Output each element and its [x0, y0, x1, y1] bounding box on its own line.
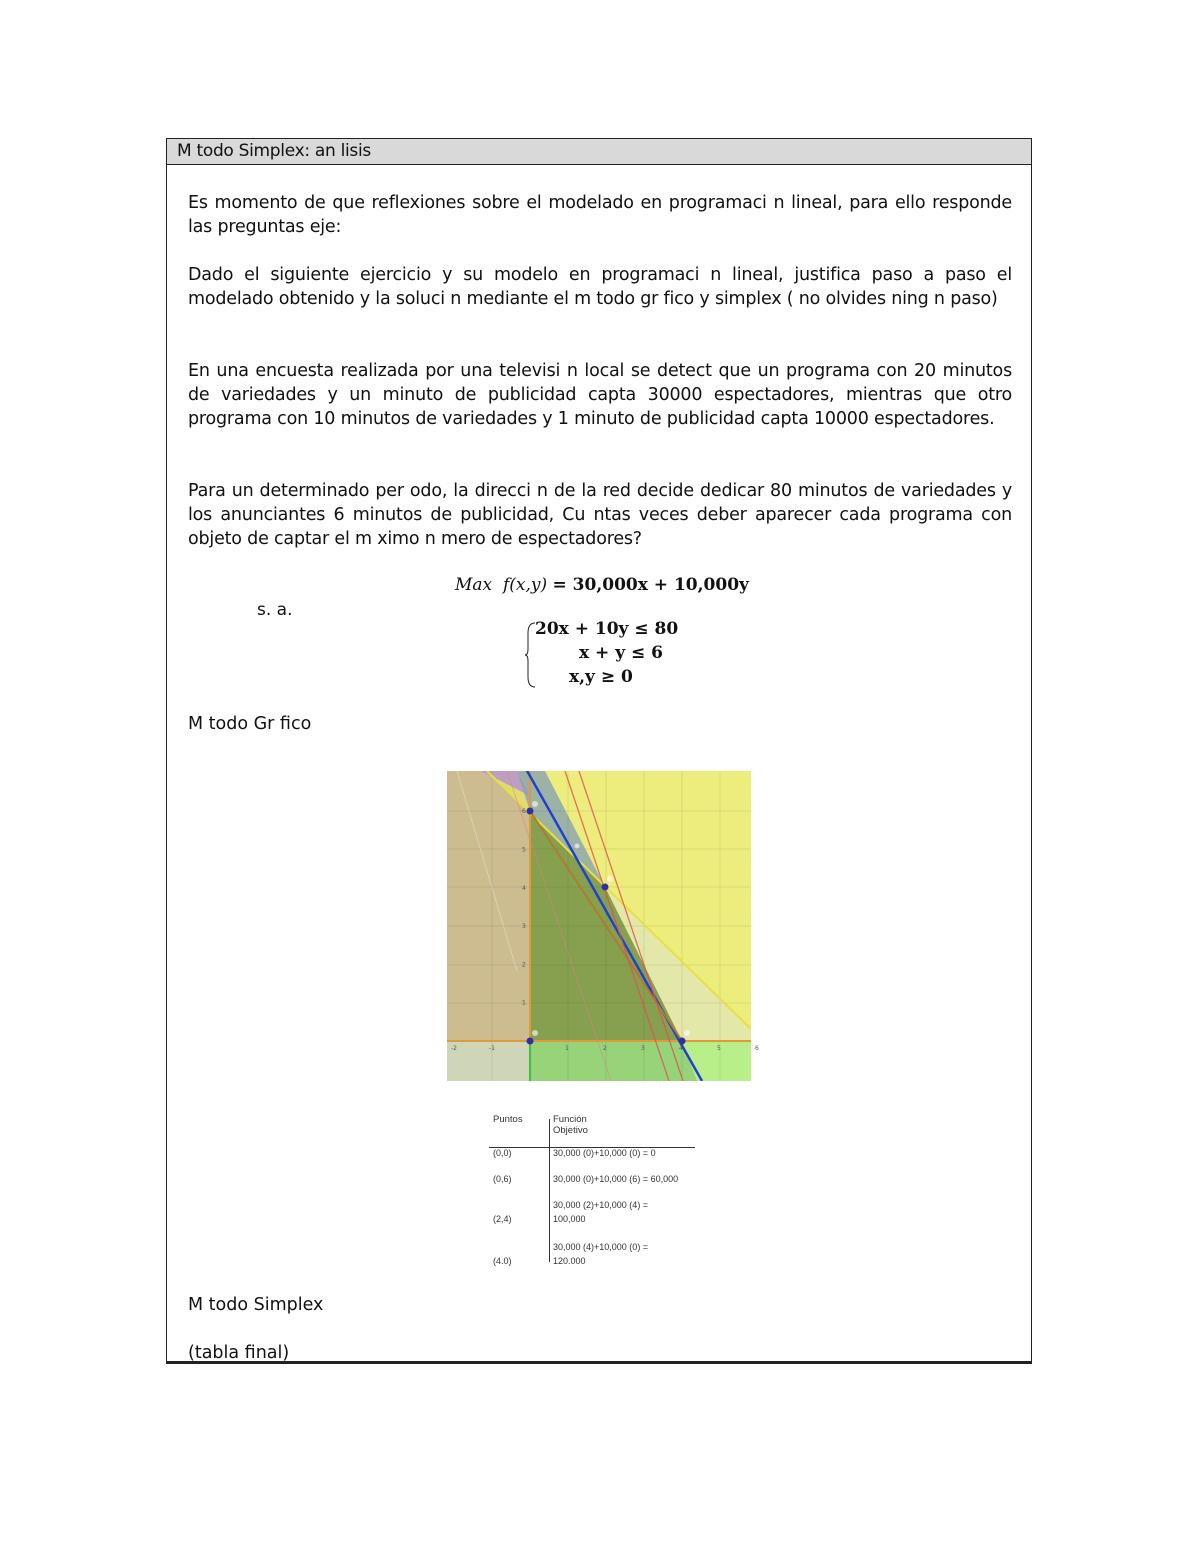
table-row-2-value: 30,000 (0)+10,000 (6) = 60,000	[553, 1174, 679, 1184]
objective-function: Max f(x,y) = 30,000x + 10,000y	[455, 575, 749, 595]
x-tick-label: 1	[565, 1045, 569, 1052]
vertex-2-4	[602, 884, 609, 891]
simplex-heading: M todo Simplex	[188, 1295, 324, 1315]
section-header: M todo Simplex: an lisis	[167, 139, 1031, 165]
problem-paragraph-2: Para un determinado per odo, la direcci n de la red decide dedicar 80 minutos de variedades y los anunciantes 6 minutos de publicidad, Cu ntas veces deber aparecer cada programa con objeto de captar el m ximo n mero de espectadores?	[188, 481, 1012, 549]
intro-paragraph: Es momento de que reflexiones sobre el modelado en programaci n lineal, para ello responde las preguntas eje:	[188, 193, 1012, 237]
document-frame	[166, 138, 1032, 1364]
table-row-2-point: (0,6)	[493, 1174, 512, 1184]
x-tick-label: 5	[717, 1045, 721, 1052]
constraint-3: x,y ≥ 0	[569, 667, 633, 687]
x-tick-label: 6	[755, 1045, 759, 1052]
table-row-3-point: (2,4)	[493, 1214, 512, 1224]
x-tick-label: 4	[679, 1045, 683, 1052]
y-tick-label: 3	[522, 923, 526, 931]
vertex-4-0	[679, 1038, 686, 1045]
graphic-method-heading: M todo Gr fico	[188, 714, 312, 734]
y-tick-label: 4	[522, 884, 526, 892]
instruction-paragraph: Dado el siguiente ejercicio y su modelo en programaci n lineal, justifica paso a paso el modelado obtenido y la soluci n mediante el m todo gr fico y simplex ( no olvides ning n paso)	[188, 265, 1012, 309]
y-tick-label: 6	[522, 808, 526, 816]
x-tick-label: 2	[603, 1045, 607, 1052]
y-tick-label: 2	[522, 961, 526, 969]
table-header-points: Puntos	[493, 1114, 523, 1125]
y-tick-label: 1	[522, 999, 526, 1007]
problem-paragraph-1: En una encuesta realizada por una televisi n local se detect que un programa con 20 minutos de variedades y un minuto de publicidad capta 30000 espectadores, mientras que otro programa con 10 minutos de variedades y 1 minuto de publicidad capta 10000 espectadores.	[188, 361, 1012, 429]
x-tick-label: 3	[641, 1045, 645, 1052]
vertex-0-0	[527, 1038, 534, 1045]
x-tick-label: -2	[451, 1045, 457, 1052]
constraint-1: 20x + 10y ≤ 80	[535, 619, 679, 639]
y-tick-label: 5	[522, 846, 526, 854]
table-row-1-value: 30,000 (0)+10,000 (0) = 0	[553, 1148, 656, 1158]
vertex-0-6	[527, 808, 534, 815]
table-row-3-value: 30,000 (2)+10,000 (4) = 100,000	[553, 1200, 649, 1224]
table-row-1-point: (0,0)	[493, 1148, 512, 1158]
feasible-region-graph	[447, 771, 759, 1081]
table-header-objective: Función Objetivo	[553, 1114, 588, 1136]
constraint-2: x + y ≤ 6	[579, 643, 664, 663]
x-tick-label: -1	[489, 1045, 495, 1052]
final-table-label: (tabla final)	[188, 1343, 290, 1363]
subject-to-label: s. a.	[257, 600, 293, 620]
table-row-4-value: 30,000 (4)+10,000 (0) = 120.000	[553, 1242, 649, 1266]
table-row-4-point: (4.0)	[493, 1256, 512, 1266]
